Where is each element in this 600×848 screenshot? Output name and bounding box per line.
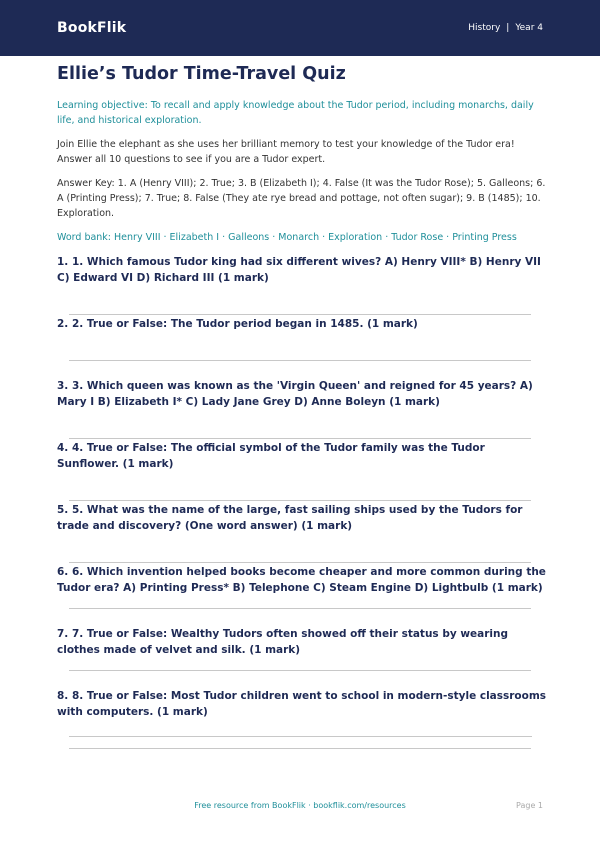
year-label: Year 4	[515, 23, 543, 33]
question-list	[57, 254, 547, 750]
header-meta	[468, 23, 543, 33]
header-bar	[0, 0, 600, 56]
question-text: 7. 7. True or False: Wealthy Tudors often showed off their status by wearing clothes made of velvet and silk. (1 mark)	[57, 628, 509, 656]
question-item	[57, 564, 547, 626]
question-item	[57, 440, 547, 502]
answer-line[interactable]	[69, 360, 531, 361]
header-separator: |	[506, 23, 510, 33]
page-title: Ellie’s Tudor Time-Travel Quiz	[57, 64, 346, 84]
answer-line[interactable]	[69, 748, 531, 749]
footer-credit[interactable]: Free resource from BookFlik · bookflik.com/resources	[194, 801, 406, 810]
answer-line[interactable]	[69, 736, 532, 737]
answer-line[interactable]	[69, 314, 531, 315]
answer-line[interactable]	[69, 562, 531, 563]
question-item	[57, 254, 547, 316]
brand-logo[interactable]: BookFlik	[57, 20, 127, 36]
learning-objective: Learning objective: To recall and apply knowledge about the Tudor period, including monarchs, daily life, and historical exploration.	[57, 100, 534, 126]
answer-line[interactable]	[69, 438, 531, 439]
question-item	[57, 502, 547, 564]
question-item	[57, 316, 547, 378]
page-number: Page 1	[516, 801, 543, 810]
question-text: 1. 1. Which famous Tudor king had six different wives? A) Henry VIII* B) Henry VII C) Edward VI D) Richard III (1 mark)	[57, 256, 541, 284]
intro-section	[57, 98, 547, 245]
question-text: 5. 5. What was the name of the large, fast sailing ships used by the Tudors for trade and discovery? (One word answer) (1 mark)	[57, 504, 523, 532]
word-bank: Word bank: Henry VIII · Elizabeth I · Galleons · Monarch · Exploration · Tudor Rose · Printing Press	[57, 232, 517, 243]
question-item	[57, 626, 547, 688]
answer-line[interactable]	[69, 670, 531, 671]
answer-line[interactable]	[69, 608, 531, 609]
answer-line[interactable]	[69, 500, 531, 501]
question-text: 8. 8. True or False: Most Tudor children went to school in modern-style classrooms with computers. (1 mark)	[57, 690, 547, 718]
question-text: 2. 2. True or False: The Tudor period began in 1485. (1 mark)	[57, 318, 418, 330]
question-text: 3. 3. Which queen was known as the 'Virgin Queen' and reigned for 45 years? A) Mary I B) Elizabeth I* C) Lady Jane Grey D) Anne Boleyn (1 mark)	[57, 380, 533, 408]
question-item	[57, 378, 547, 440]
question-text: 4. 4. True or False: The official symbol of the Tudor family was the Tudor Sunflower. (1 mark)	[57, 442, 485, 470]
subject-label: History	[468, 23, 501, 33]
answer-key: Answer Key: 1. A (Henry VIII); 2. True; 3. B (Elizabeth I); 4. False (It was the Tudor Rose); 5. Galleons; 6. A (Printing Press); 7. True; 8. False (They ate rye bread and pottage, not often sugar); 9. B (1485); 10. Exploration.	[57, 178, 546, 219]
question-item	[57, 688, 547, 750]
question-text: 6. 6. Which invention helped books become cheaper and more common during the Tudor era? A) Printing Press* B) Telephone C) Steam Engine D) Lightbulb (1 mark)	[57, 566, 546, 594]
intro-text: Join Ellie the elephant as she uses her brilliant memory to test your knowledge of the Tudor era! Answer all 10 questions to see if you are a Tudor expert.	[57, 139, 515, 165]
